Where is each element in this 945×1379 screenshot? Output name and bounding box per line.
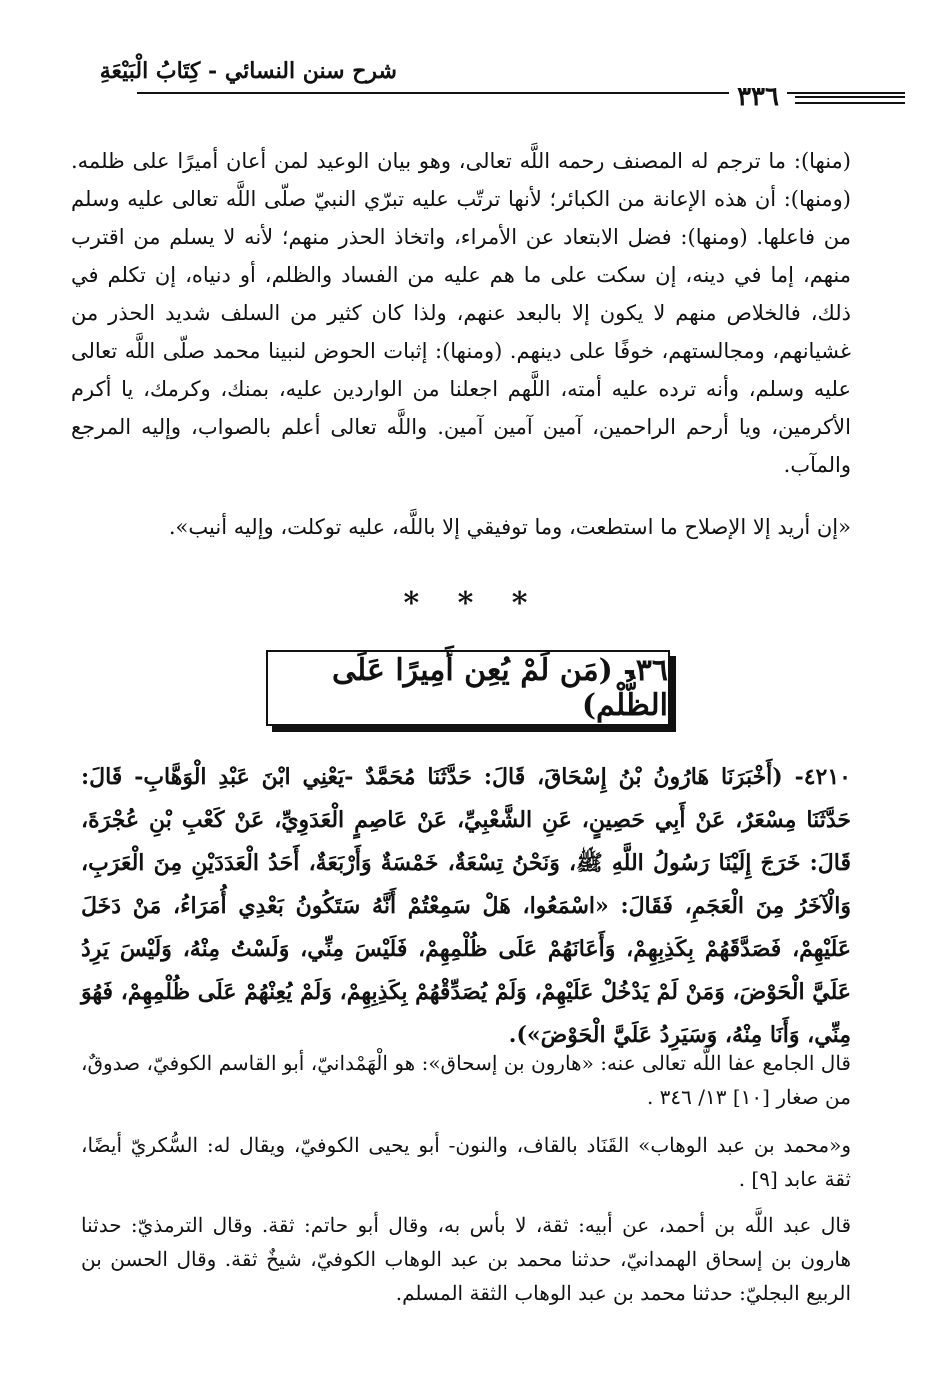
chapter-title: ٣٦- (مَن لَمْ يُعِن أَمِيرًا عَلَى الظُّلْم) bbox=[332, 653, 668, 723]
commentary-paragraph-3: قال عبد اللَّه بن أحمد، عن أبيه: ثقة، لا بأس به، وقال أبو حاتم: ثقة. وقال الترمذيّ: حدثنا هارون بن إسحاق الهمدانيّ، حدثنا محمد بن عبد الوهاب الكوفيّ، شيخٌ ثقة. وقال الحسن بن الربيع البجليّ: حدثنا محمد بن عبد الوهاب الثقة المسلم. bbox=[81, 1213, 851, 1305]
running-header-title: شرح سنن النسائي - كِتَابُ الْبَيْعَةِ bbox=[99, 58, 397, 84]
hadith-text: ٤٢١٠- (أَخْبَرَنَا هَارُونُ بْنُ إِسْحَاقَ، قَالَ: حَدَّثَنَا مُحَمَّدٌ -يَعْنِي ابْنَ عَبْدِ الْوَهَّابِ- قَالَ: حَدَّثَنَا مِسْعَرٌ، عَنْ أَبِي حَصِينٍ، عَنِ الشَّعْبِيِّ، عَنْ عَاصِمٍ الْعَدَوِيِّ، عَنْ كَعْبِ بْنِ عُجْرَةَ، قَالَ: خَرَجَ إِلَيْنَا رَسُولُ اللَّهِ ﷺ، وَنَحْنُ تِسْعَةٌ، خَمْسَةٌ وَأَرْبَعَةٌ، أَحَدُ الْعَدَدَيْنِ مِنَ الْعَرَبِ، وَالْآخَرُ مِنَ الْعَجَمِ، فَقَالَ: «اسْمَعُوا، هَلْ سَمِعْتُمْ أَنَّهُ سَتَكُونُ بَعْدِي أُمَرَاءُ، مَنْ دَخَلَ عَلَيْهِمْ، فَصَدَّقَهُمْ بِكَذِبِهِمْ، وَأَعَانَهُمْ عَلَى ظُلْمِهِمْ، فَلَيْسَ مِنِّي، وَلَسْتُ مِنْهُ، وَلَيْسَ يَرِدُ عَلَيَّ الْحَوْضَ، وَمَنْ لَمْ يَدْخُلْ عَلَيْهِمْ، وَلَمْ يُصَدِّقْهُمْ بِكَذِبِهِمْ، وَلَمْ يُعِنْهُمْ عَلَى ظُلْمِهِمْ، فَهُوَ مِنِّي، وَأَنَا مِنْهُ، وَسَيَرِدُ عَلَيَّ الْحَوْضَ»). bbox=[81, 764, 851, 1048]
intro-paragraph-2: «إن أريد إلا الإصلاح ما استطعت، وما توفيقي إلا باللَّه، عليه توكلت، وإليه أنيب». bbox=[168, 515, 851, 539]
header-divider bbox=[137, 92, 905, 94]
commentary-paragraph-2: و«محمد بن عبد الوهاب» القَنَاد بالقاف، والنون- أبو يحيى الكوفيّ، ويقال له: السُّكريّ أيضًا، ثقة عابد [٩] . bbox=[81, 1133, 852, 1191]
section-separator: * * * bbox=[403, 586, 542, 621]
commentary-paragraph-1: قال الجامع عفا اللَّه تعالى عنه: «هارون بن إسحاق»: هو الْهَمْدانيّ، أبو القاسم الكوفيّ، صدوقٌ، من صغار [١٠] ١٣/ ٣٤٦ . bbox=[81, 1051, 851, 1109]
page-number: ٣٣٦ bbox=[729, 82, 787, 112]
chapter-title-box bbox=[266, 650, 670, 726]
page-number-ornament bbox=[795, 96, 905, 108]
intro-paragraph-1: (منها): ما ترجم له المصنف رحمه اللَّه تعالى، وهو بيان الوعيد لمن أعان أميرًا على ظلمه. (ومنها): أن هذه الإعانة من الكبائر؛ لأنها ترتّب عليه تبرّي النبيّ صلّى اللَّه تعالى عليه وسلم من فاعلها. (ومنها): فضل الابتعاد عن الأمراء، واتخاذ الحذر منهم؛ لأنه لا يسلم من اقترب منهم، إما في دينه، إن سكت على ما هم عليه من الفساد والظلم، أو دنياه، إن تكلم في ذلك، فالخلاص منهم لا يكون إلا بالبعد عنهم، ولذا كان كثير من السلف شديد الحذر من غشيانهم، ومجالستهم، خوفًا على دينهم. (ومنها): إثبات الحوض لنبينا محمد صلّى اللَّه تعالى عليه وسلم، وأنه ترده عليه أمته، اللَّهم اجعلنا من الواردين عليه، بمنك، وكرمك، يا أكرم الأكرمين، ويا أرحم الراحمين، آمين آمين آمين. واللَّه تعالى أعلم بالصواب، وإليه المرجع والمآب. bbox=[71, 149, 851, 477]
